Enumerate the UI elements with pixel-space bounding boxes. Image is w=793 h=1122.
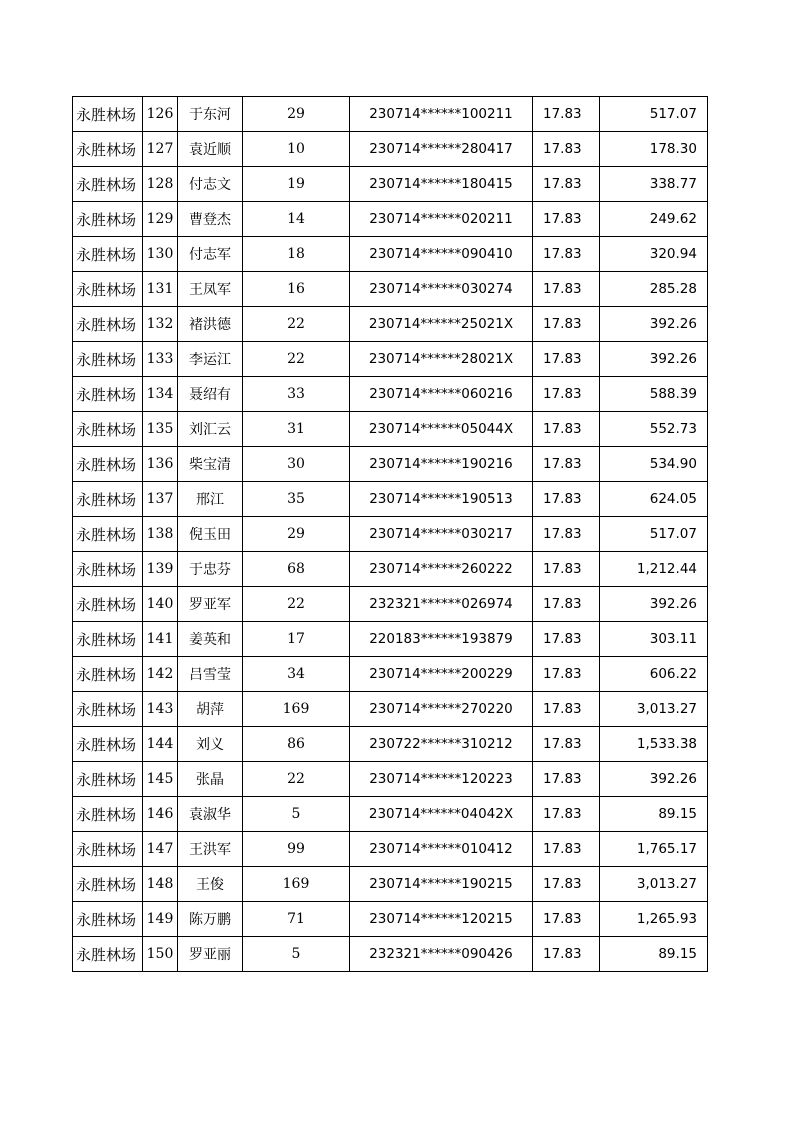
area-cell: 29: [243, 517, 350, 552]
rate-cell: 17.83: [533, 657, 600, 692]
area-cell: 169: [243, 867, 350, 902]
rate-cell: 17.83: [533, 832, 600, 867]
row-number-cell: 139: [143, 552, 178, 587]
table-row: [73, 97, 708, 132]
id-number-cell: 230714******060216: [350, 377, 533, 412]
rate-cell: 17.83: [533, 447, 600, 482]
area-cell: 14: [243, 202, 350, 237]
farm-cell: 永胜林场: [73, 482, 143, 517]
name-cell: 袁淑华: [178, 797, 243, 832]
farm-cell: 永胜林场: [73, 447, 143, 482]
farm-cell: 永胜林场: [73, 902, 143, 937]
table-row: [73, 622, 708, 657]
farm-cell: 永胜林场: [73, 97, 143, 132]
rate-cell: 17.83: [533, 552, 600, 587]
area-cell: 29: [243, 97, 350, 132]
rate-cell: 17.83: [533, 622, 600, 657]
id-number-cell: 230714******100211: [350, 97, 533, 132]
farm-cell: 永胜林场: [73, 657, 143, 692]
farm-cell: 永胜林场: [73, 832, 143, 867]
area-cell: 17: [243, 622, 350, 657]
name-cell: 邢江: [178, 482, 243, 517]
table-row: [73, 657, 708, 692]
area-cell: 33: [243, 377, 350, 412]
id-number-cell: 230714******260222: [350, 552, 533, 587]
name-cell: 于东河: [178, 97, 243, 132]
name-cell: 胡萍: [178, 692, 243, 727]
table-row: [73, 517, 708, 552]
rate-cell: 17.83: [533, 272, 600, 307]
farm-cell: 永胜林场: [73, 237, 143, 272]
amount-cell: 1,765.17: [600, 832, 708, 867]
area-cell: 5: [243, 797, 350, 832]
amount-cell: 588.39: [600, 377, 708, 412]
row-number-cell: 148: [143, 867, 178, 902]
id-number-cell: 230714******030217: [350, 517, 533, 552]
farm-cell: 永胜林场: [73, 167, 143, 202]
farm-cell: 永胜林场: [73, 132, 143, 167]
area-cell: 34: [243, 657, 350, 692]
table-row: [73, 762, 708, 797]
id-number-cell: 230714******020211: [350, 202, 533, 237]
id-number-cell: 232321******026974: [350, 587, 533, 622]
table-row: [73, 727, 708, 762]
farm-cell: 永胜林场: [73, 202, 143, 237]
table-row: [73, 447, 708, 482]
farm-cell: 永胜林场: [73, 272, 143, 307]
rate-cell: 17.83: [533, 937, 600, 972]
row-number-cell: 135: [143, 412, 178, 447]
rate-cell: 17.83: [533, 587, 600, 622]
amount-cell: 517.07: [600, 517, 708, 552]
amount-cell: 1,212.44: [600, 552, 708, 587]
area-cell: 31: [243, 412, 350, 447]
row-number-cell: 126: [143, 97, 178, 132]
rate-cell: 17.83: [533, 412, 600, 447]
name-cell: 罗亚军: [178, 587, 243, 622]
rate-cell: 17.83: [533, 797, 600, 832]
name-cell: 张晶: [178, 762, 243, 797]
amount-cell: 89.15: [600, 797, 708, 832]
rate-cell: 17.83: [533, 482, 600, 517]
area-cell: 35: [243, 482, 350, 517]
id-number-cell: 230714******190513: [350, 482, 533, 517]
row-number-cell: 149: [143, 902, 178, 937]
area-cell: 22: [243, 587, 350, 622]
farm-cell: 永胜林场: [73, 797, 143, 832]
name-cell: 刘义: [178, 727, 243, 762]
row-number-cell: 131: [143, 272, 178, 307]
amount-cell: 552.73: [600, 412, 708, 447]
amount-cell: 392.26: [600, 307, 708, 342]
id-number-cell: 230714******200229: [350, 657, 533, 692]
amount-cell: 624.05: [600, 482, 708, 517]
row-number-cell: 141: [143, 622, 178, 657]
table-row: [73, 132, 708, 167]
farm-cell: 永胜林场: [73, 412, 143, 447]
table-row: [73, 867, 708, 902]
area-cell: 18: [243, 237, 350, 272]
rate-cell: 17.83: [533, 377, 600, 412]
amount-cell: 3,013.27: [600, 692, 708, 727]
name-cell: 吕雪莹: [178, 657, 243, 692]
row-number-cell: 138: [143, 517, 178, 552]
area-cell: 10: [243, 132, 350, 167]
farm-cell: 永胜林场: [73, 517, 143, 552]
amount-cell: 303.11: [600, 622, 708, 657]
name-cell: 王洪军: [178, 832, 243, 867]
name-cell: 褚洪德: [178, 307, 243, 342]
rate-cell: 17.83: [533, 202, 600, 237]
table-row: [73, 832, 708, 867]
name-cell: 曹登杰: [178, 202, 243, 237]
farm-cell: 永胜林场: [73, 762, 143, 797]
table-row: [73, 937, 708, 972]
farm-cell: 永胜林场: [73, 342, 143, 377]
farm-cell: 永胜林场: [73, 587, 143, 622]
amount-cell: 1,265.93: [600, 902, 708, 937]
id-number-cell: 230714******05044X: [350, 412, 533, 447]
row-number-cell: 129: [143, 202, 178, 237]
area-cell: 68: [243, 552, 350, 587]
rate-cell: 17.83: [533, 342, 600, 377]
row-number-cell: 132: [143, 307, 178, 342]
row-number-cell: 128: [143, 167, 178, 202]
name-cell: 王凤军: [178, 272, 243, 307]
row-number-cell: 150: [143, 937, 178, 972]
farm-cell: 永胜林场: [73, 727, 143, 762]
rate-cell: 17.83: [533, 867, 600, 902]
farm-cell: 永胜林场: [73, 692, 143, 727]
id-number-cell: 230714******120215: [350, 902, 533, 937]
rate-cell: 17.83: [533, 307, 600, 342]
amount-cell: 3,013.27: [600, 867, 708, 902]
name-cell: 于忠芬: [178, 552, 243, 587]
row-number-cell: 140: [143, 587, 178, 622]
id-number-cell: 230714******090410: [350, 237, 533, 272]
name-cell: 陈万鹏: [178, 902, 243, 937]
table-row: [73, 797, 708, 832]
id-number-cell: 230714******280417: [350, 132, 533, 167]
farm-cell: 永胜林场: [73, 307, 143, 342]
amount-cell: 285.28: [600, 272, 708, 307]
table-row: [73, 202, 708, 237]
row-number-cell: 146: [143, 797, 178, 832]
name-cell: 袁近顺: [178, 132, 243, 167]
table-row: [73, 552, 708, 587]
rate-cell: 17.83: [533, 692, 600, 727]
amount-cell: 392.26: [600, 762, 708, 797]
area-cell: 22: [243, 307, 350, 342]
table-row: [73, 342, 708, 377]
rate-cell: 17.83: [533, 762, 600, 797]
row-number-cell: 145: [143, 762, 178, 797]
area-cell: 99: [243, 832, 350, 867]
farm-cell: 永胜林场: [73, 622, 143, 657]
id-number-cell: 230714******25021X: [350, 307, 533, 342]
row-number-cell: 136: [143, 447, 178, 482]
area-cell: 22: [243, 762, 350, 797]
name-cell: 罗亚丽: [178, 937, 243, 972]
area-cell: 86: [243, 727, 350, 762]
id-number-cell: 230714******270220: [350, 692, 533, 727]
farm-cell: 永胜林场: [73, 377, 143, 412]
table-row: [73, 692, 708, 727]
id-number-cell: 230714******030274: [350, 272, 533, 307]
id-number-cell: 230714******180415: [350, 167, 533, 202]
id-number-cell: 220183******193879: [350, 622, 533, 657]
rate-cell: 17.83: [533, 727, 600, 762]
amount-cell: 517.07: [600, 97, 708, 132]
id-number-cell: 230714******010412: [350, 832, 533, 867]
amount-cell: 1,533.38: [600, 727, 708, 762]
name-cell: 王俊: [178, 867, 243, 902]
table-row: [73, 587, 708, 622]
amount-cell: 606.22: [600, 657, 708, 692]
name-cell: 聂绍有: [178, 377, 243, 412]
id-number-cell: 232321******090426: [350, 937, 533, 972]
table-row: [73, 307, 708, 342]
amount-cell: 392.26: [600, 587, 708, 622]
id-number-cell: 230722******310212: [350, 727, 533, 762]
name-cell: 姜英和: [178, 622, 243, 657]
name-cell: 李运江: [178, 342, 243, 377]
rate-cell: 17.83: [533, 237, 600, 272]
area-cell: 169: [243, 692, 350, 727]
id-number-cell: 230714******04042X: [350, 797, 533, 832]
table-row: [73, 902, 708, 937]
area-cell: 19: [243, 167, 350, 202]
table-row: [73, 167, 708, 202]
row-number-cell: 133: [143, 342, 178, 377]
farm-cell: 永胜林场: [73, 552, 143, 587]
area-cell: 5: [243, 937, 350, 972]
area-cell: 30: [243, 447, 350, 482]
amount-cell: 392.26: [600, 342, 708, 377]
area-cell: 16: [243, 272, 350, 307]
rate-cell: 17.83: [533, 167, 600, 202]
table-body: [73, 97, 708, 972]
rate-cell: 17.83: [533, 902, 600, 937]
farm-cell: 永胜林场: [73, 867, 143, 902]
rate-cell: 17.83: [533, 517, 600, 552]
table-row: [73, 377, 708, 412]
rate-cell: 17.83: [533, 97, 600, 132]
table-row: [73, 272, 708, 307]
rate-cell: 17.83: [533, 132, 600, 167]
id-number-cell: 230714******190215: [350, 867, 533, 902]
amount-cell: 89.15: [600, 937, 708, 972]
amount-cell: 534.90: [600, 447, 708, 482]
name-cell: 刘汇云: [178, 412, 243, 447]
area-cell: 22: [243, 342, 350, 377]
amount-cell: 338.77: [600, 167, 708, 202]
row-number-cell: 144: [143, 727, 178, 762]
row-number-cell: 142: [143, 657, 178, 692]
amount-cell: 249.62: [600, 202, 708, 237]
name-cell: 倪玉田: [178, 517, 243, 552]
row-number-cell: 147: [143, 832, 178, 867]
id-number-cell: 230714******120223: [350, 762, 533, 797]
table-row: [73, 482, 708, 517]
amount-cell: 178.30: [600, 132, 708, 167]
row-number-cell: 137: [143, 482, 178, 517]
row-number-cell: 130: [143, 237, 178, 272]
area-cell: 71: [243, 902, 350, 937]
payment-table: [72, 96, 708, 972]
row-number-cell: 127: [143, 132, 178, 167]
name-cell: 柴宝清: [178, 447, 243, 482]
id-number-cell: 230714******28021X: [350, 342, 533, 377]
name-cell: 付志军: [178, 237, 243, 272]
row-number-cell: 134: [143, 377, 178, 412]
table-row: [73, 412, 708, 447]
row-number-cell: 143: [143, 692, 178, 727]
id-number-cell: 230714******190216: [350, 447, 533, 482]
name-cell: 付志文: [178, 167, 243, 202]
table-row: [73, 237, 708, 272]
farm-cell: 永胜林场: [73, 937, 143, 972]
amount-cell: 320.94: [600, 237, 708, 272]
